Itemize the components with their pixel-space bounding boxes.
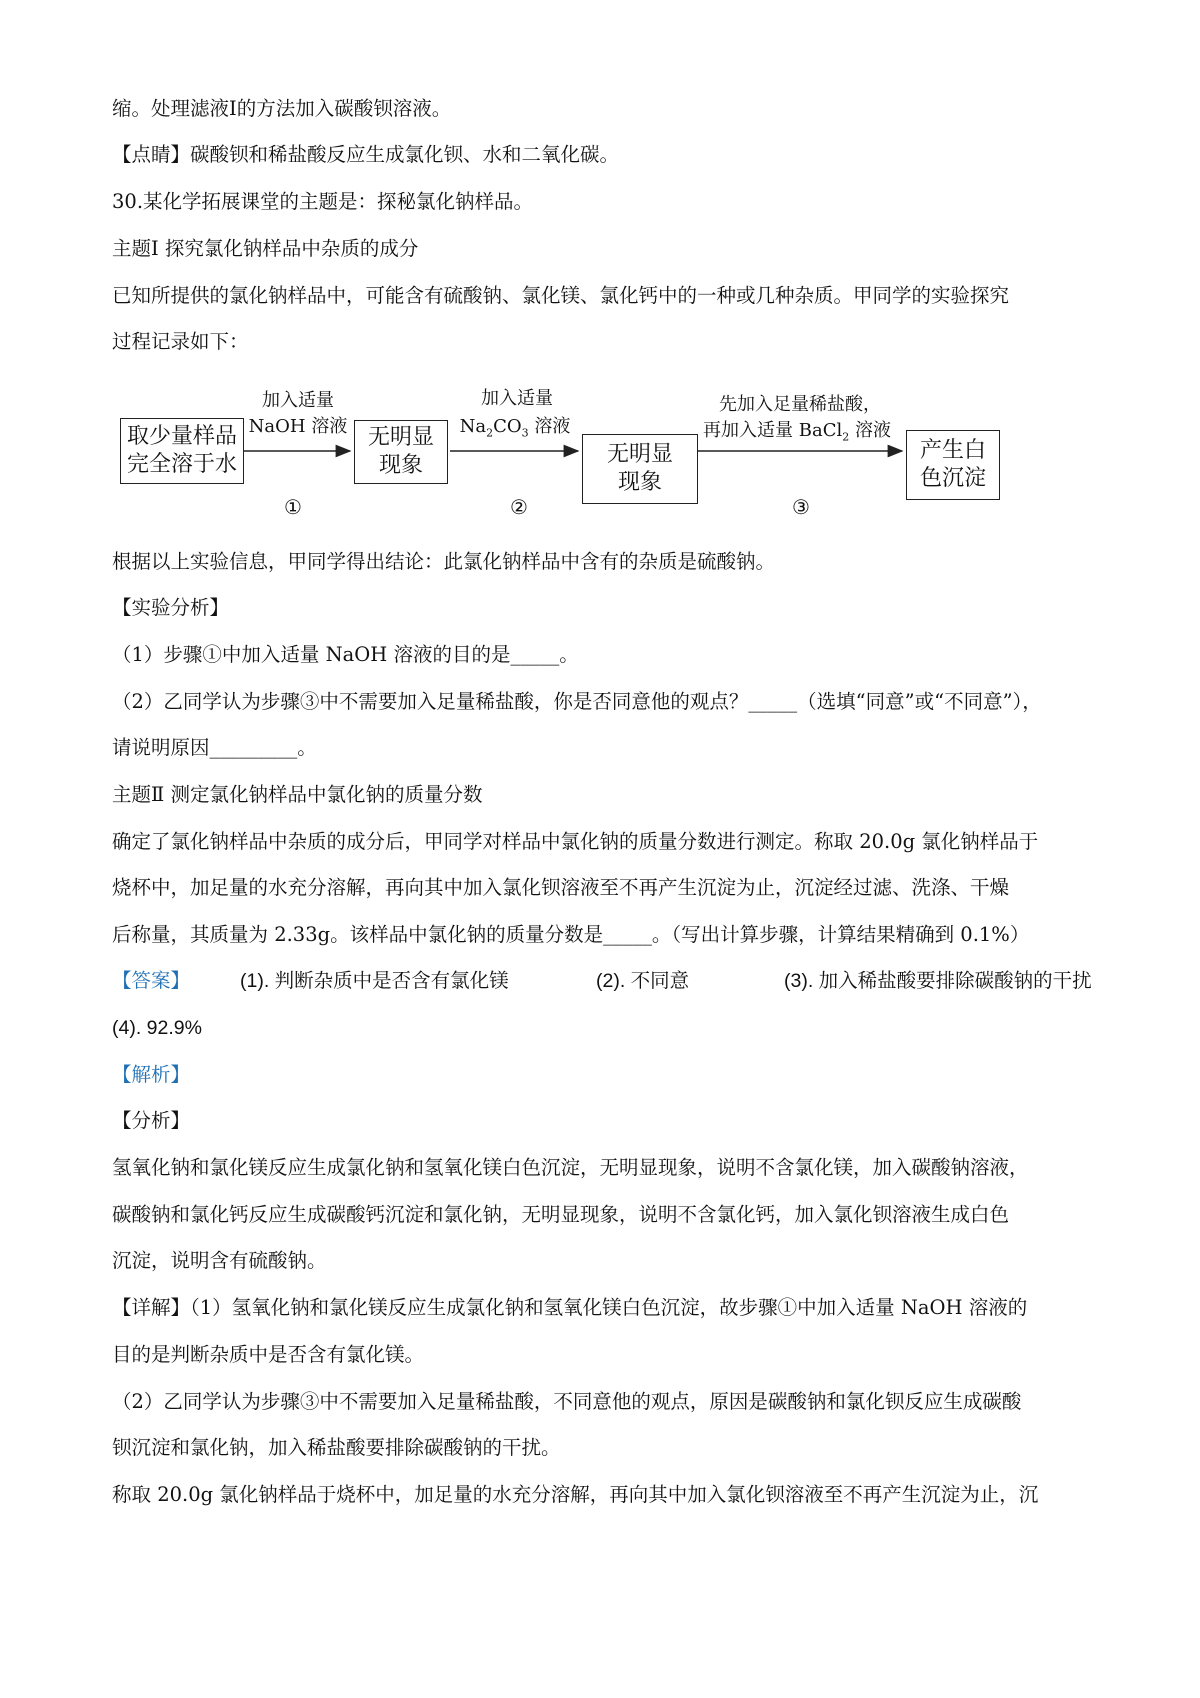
arrow2-label-top: 加入适量 <box>481 388 553 409</box>
text-line: 过程记录如下： <box>112 330 249 353</box>
text-line: 沉淀，说明含有硫酸钠。 <box>112 1249 327 1272</box>
text-line: 根据以上实验信息，甲同学得出结论：此氯化钠样品中含有的杂质是硫酸钠。 <box>112 550 776 573</box>
text-line: 钡沉淀和氯化钠，加入稀盐酸要排除碳酸钠的干扰。 <box>112 1436 561 1459</box>
flow-box-white-precipitate: 产生白 色沉淀 <box>906 430 1000 500</box>
text-line: 确定了氯化钠样品中杂质的成分后，甲同学对样品中氯化钠的质量分数进行测定。称取 20.0g 氯化钠样品于 <box>112 830 1039 853</box>
arrow2-label-bottom: $Na_2CO_3$ 溶液 <box>459 416 571 440</box>
experiment-flow-diagram <box>110 388 1010 518</box>
arrow3-label-bottom: 再加入适量 BaCl$_2$ 溶液 <box>703 420 891 444</box>
step-3-marker: ③ <box>792 495 810 519</box>
text-line: 缩。处理滤液Ⅰ的方法加入碳酸钡溶液。 <box>112 97 452 120</box>
answer-4: (4). 92.9% <box>112 1017 202 1039</box>
text-line: 碳酸钠和氯化钙反应生成碳酸钙沉淀和氯化钠，无明显现象，说明不含氯化钙，加入氯化钡溶液生成白色 <box>112 1203 1010 1226</box>
arrow3-label-top: 先加入足量稀盐酸， <box>719 394 881 415</box>
question-part-2: （2）乙同学认为步骤③中不需要加入足量稀盐酸，你是否同意他的观点？_____（选填“同意”或“不同意”）， <box>112 690 1042 713</box>
text-line: 【详解】（1）氢氧化钠和氯化镁反应生成氯化钠和氢氧化镁白色沉淀，故步骤①中加入适量 NaOH 溶液的 <box>112 1296 1028 1319</box>
text-line: 请说明原因_________。 <box>112 736 317 759</box>
answer-2: (2). 不同意 <box>596 970 690 992</box>
arrow1-label-top: 加入适量 <box>262 390 334 411</box>
text-line: 氢氧化钠和氯化镁反应生成氯化钠和氢氧化镁白色沉淀，无明显现象，说明不含氯化镁，加入碳酸钠溶液， <box>112 1156 1029 1179</box>
step-1-marker: ① <box>284 495 302 519</box>
section-heading: 【实验分析】 <box>112 596 230 619</box>
topic-heading: 主题Ⅰ 探究氯化钠样品中杂质的成分 <box>112 237 419 260</box>
step-2-marker: ② <box>510 495 528 519</box>
question-part-1: （1）步骤①中加入适量 NaOH 溶液的目的是_____。 <box>112 643 579 666</box>
section-heading: 【分析】 <box>112 1109 191 1132</box>
flow-box-no-change-2: 无明显 现象 <box>582 434 698 504</box>
answer-3: (3). 加入稀盐酸要排除碳酸钠的干扰 <box>784 970 1092 992</box>
text-line: （2）乙同学认为步骤③中不需要加入足量稀盐酸，不同意他的观点，原因是碳酸钠和氯化钡反应生成碳酸 <box>112 1390 1022 1413</box>
arrow1-label-bottom: NaOH 溶液 <box>248 416 348 437</box>
answer-1: (1). 判断杂质中是否含有氯化镁 <box>240 970 509 992</box>
topic-heading: 主题Ⅱ 测定氯化钠样品中氯化钠的质量分数 <box>112 783 483 806</box>
text-line: 已知所提供的氯化钠样品中，可能含有硫酸钠、氯化镁、氯化钙中的一种或几种杂质。甲同学的实验探究 <box>112 284 1010 307</box>
text-line: 【点睛】碳酸钡和稀盐酸反应生成氯化钡、水和二氧化碳。 <box>112 143 620 166</box>
answer-tag: 【答案】 <box>112 969 191 992</box>
answer-line <box>112 968 1102 994</box>
text-line: 烧杯中，加足量的水充分溶解，再向其中加入氯化钡溶液至不再产生沉淀为止，沉淀经过滤、洗涤、干燥 <box>112 876 1010 899</box>
text-line: 后称量，其质量为 2.33g。该样品中氯化钠的质量分数是_____。（写出计算步骤，计算结果精确到 0.1%） <box>112 923 1030 946</box>
text-line: 目的是判断杂质中是否含有氯化镁。 <box>112 1343 425 1366</box>
question-title: 30.某化学拓展课堂的主题是：探秘氯化钠样品。 <box>112 190 534 213</box>
analysis-tag: 【解析】 <box>112 1063 191 1086</box>
flow-box-no-change-1: 无明显 现象 <box>354 420 448 484</box>
flow-box-sample: 取少量样品 完全溶于水 <box>120 418 244 484</box>
text-line: 称取 20.0g 氯化钠样品于烧杯中，加足量的水充分溶解，再向其中加入氯化钡溶液至不再产生沉淀为止，沉 <box>112 1483 1039 1506</box>
